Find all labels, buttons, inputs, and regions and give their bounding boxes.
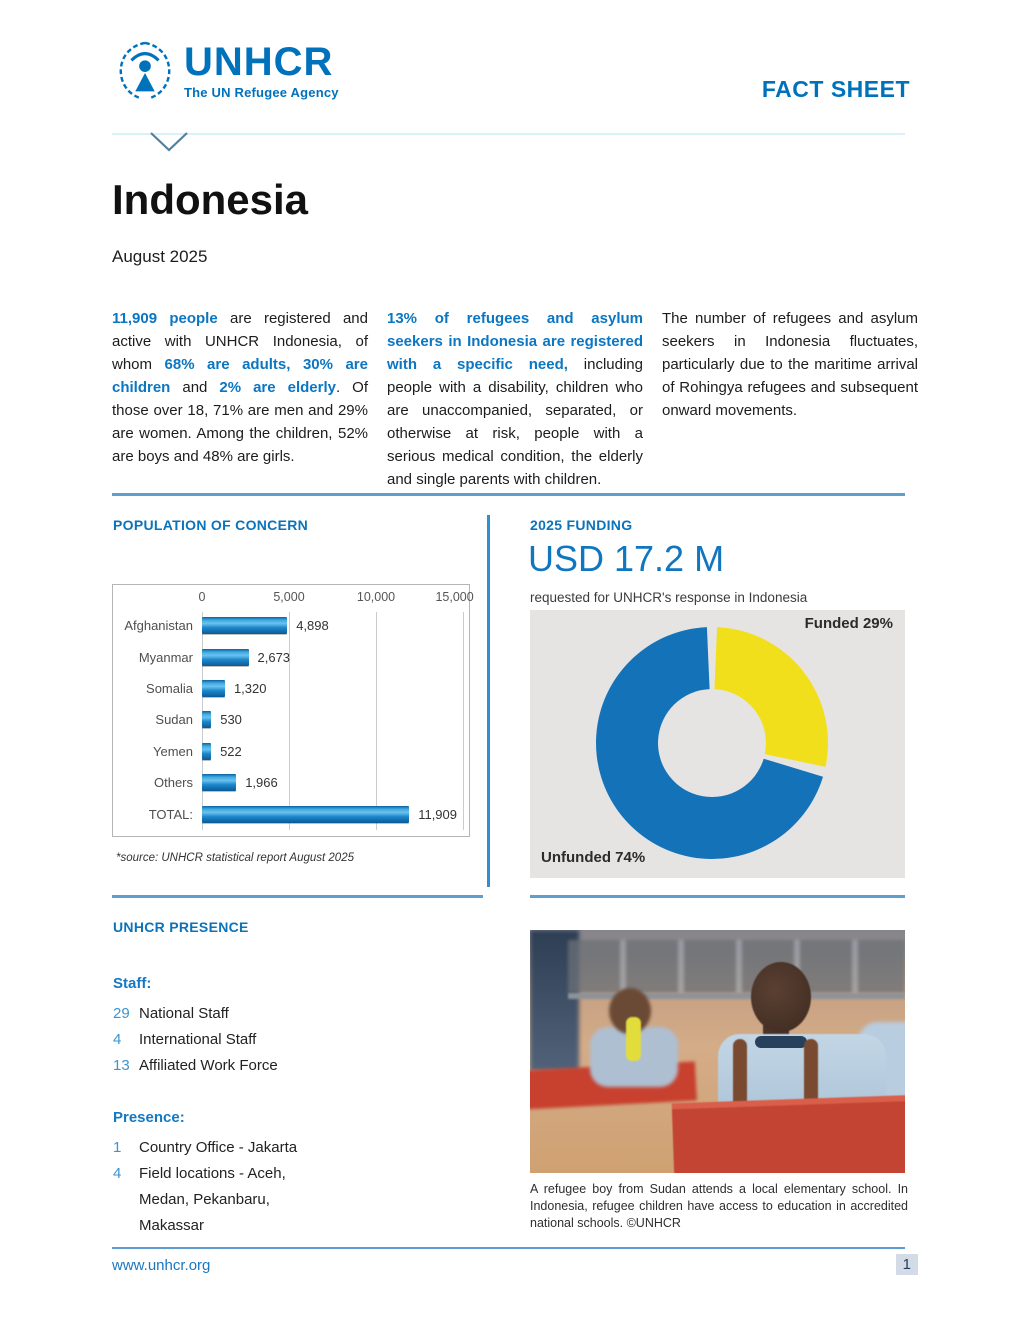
funding-donut-chart — [530, 610, 905, 878]
presence-heading: UNHCR PRESENCE — [113, 919, 249, 935]
footer-url-link[interactable]: www.unhcr.org — [112, 1257, 211, 1274]
intro-col-1 — [112, 307, 368, 491]
bar-category-label: Myanmar — [138, 649, 193, 665]
staff-subheading: Staff: — [113, 975, 152, 992]
emphasis-text: 2% are elderly — [219, 379, 336, 396]
funding-amount: USD 17.2 M — [528, 538, 725, 579]
logo-text — [184, 42, 339, 100]
bar — [202, 617, 287, 634]
bar — [202, 649, 249, 666]
unfunded-label: Unfunded 74% — [541, 849, 646, 866]
photo-divider — [530, 895, 905, 898]
item-label: International Staff — [139, 1031, 257, 1048]
funded-label: Funded 29% — [804, 615, 893, 632]
bar-category-label: Others — [153, 775, 193, 791]
funding-heading: 2025 FUNDING — [530, 517, 633, 533]
photo-boy-collar — [755, 1036, 807, 1048]
photo-boy-head — [751, 962, 811, 1032]
brand-tagline: The UN Refugee Agency — [184, 85, 339, 100]
item-count: 29 — [113, 1005, 130, 1022]
bar-value-label: 522 — [220, 743, 242, 759]
bar-category-label: Sudan — [155, 712, 193, 728]
bar-value-label: 530 — [220, 712, 242, 728]
item-count: 4 — [113, 1031, 122, 1048]
locations-list — [113, 1135, 503, 1239]
donut-slice-funded — [714, 627, 828, 767]
bar-chart-rows — [117, 610, 463, 830]
bar-row — [117, 736, 463, 767]
population-of-concern-heading: POPULATION OF CONCERN — [113, 517, 309, 533]
bar-row — [117, 767, 463, 798]
funding-subtext: requested for UNHCR's response in Indonesia — [530, 590, 808, 605]
bar-chart-plot — [117, 610, 463, 830]
x-tick-label: 15,000 — [435, 590, 474, 604]
bar-row — [117, 799, 463, 830]
bar-category-label: Afghanistan — [124, 618, 193, 634]
bar-category-label: Somalia — [146, 681, 193, 697]
list-item — [113, 1053, 503, 1079]
footer-divider — [112, 1247, 905, 1249]
photo-yellow-bottle — [626, 1017, 641, 1061]
unhcr-presence-section — [113, 919, 503, 1239]
bar — [202, 806, 409, 823]
item-count: 13 — [113, 1057, 130, 1074]
body-text: including people with a disability, children who are unaccompanied, separated, or otherwise at risk, people with a serious medical condition, the elderly and single parents with children. — [387, 356, 643, 488]
bar-row — [117, 704, 463, 735]
bar-value-label: 4,898 — [296, 618, 329, 634]
bar — [202, 743, 211, 760]
report-date: August 2025 — [112, 247, 208, 266]
item-label: Affiliated Work Force — [139, 1057, 278, 1074]
bar-row — [117, 673, 463, 704]
presence-divider — [112, 895, 483, 898]
list-item — [113, 1027, 503, 1053]
bar — [202, 774, 236, 791]
header-divider — [112, 133, 905, 135]
x-axis-ticks — [198, 590, 474, 610]
section-divider — [112, 493, 905, 496]
photo-windows — [568, 940, 906, 993]
unhcr-logo — [114, 40, 339, 102]
bar-category-label: TOTAL: — [148, 806, 193, 822]
item-label: Field locations - Aceh, Medan, Pekanbaru, Makassar — [139, 1165, 286, 1234]
x-tick-label: 0 — [198, 590, 206, 604]
emphasis-text: 68% are adults, 30% are children — [112, 356, 368, 396]
population-bar-chart — [112, 584, 474, 837]
locations-subheading: Presence: — [113, 1109, 185, 1126]
intro-col-2 — [387, 307, 643, 491]
bar-category-label: Yemen — [153, 743, 193, 759]
staff-list — [113, 1001, 503, 1079]
emphasis-text: 13% of refugees and asylum seekers in Indonesia are registered with a specific need, — [387, 310, 643, 373]
bar-value-label: 1,966 — [245, 775, 278, 791]
bar-value-label: 2,673 — [257, 649, 291, 665]
photo-backpack-strap-left — [733, 1039, 747, 1109]
intro-col-3 — [662, 307, 918, 491]
item-count: 4 — [113, 1165, 122, 1182]
list-item — [113, 1161, 503, 1239]
brand-name: UNHCR — [184, 40, 334, 84]
bar-row — [117, 610, 463, 641]
list-item — [113, 1135, 503, 1161]
bar-value-label: 11,909 — [418, 806, 457, 822]
intro-columns — [112, 292, 918, 506]
body-text: The number of refugees and asylum seekers in Indonesia fluctuates, particularly due to the maritime arrival of Rohingya refugees and subsequent onward movements. — [662, 310, 918, 419]
bar-row — [117, 641, 463, 672]
unhcr-emblem-icon — [114, 40, 176, 102]
page-number: 1 — [896, 1254, 918, 1275]
photo-front-desk — [671, 1095, 905, 1173]
photo-caption: A refugee boy from Sudan attends a local elementary school. In Indonesia, refugee children have access to education in accredited national schools. ©UNHCR — [530, 1182, 908, 1230]
bar — [202, 711, 211, 728]
doc-type-label: FACT SHEET — [761, 76, 910, 102]
item-label: National Staff — [139, 1005, 229, 1022]
classroom-photo — [530, 930, 905, 1173]
body-text: . Of those over 18, 71% are men and 29% are women. Among the children, 52% are boys and 48% are girls. — [112, 379, 368, 465]
body-text: are registered and active with UNHCR Indonesia, of whom — [112, 310, 368, 373]
chart-source-note: *source: UNHCR statistical report August 2025 — [116, 852, 354, 864]
x-tick-label: 5,000 — [273, 590, 305, 604]
emphasis-text: 11,909 people — [112, 310, 218, 327]
bar — [202, 680, 225, 697]
x-tick-label: 10,000 — [356, 590, 396, 604]
page-title: Indonesia — [112, 176, 309, 223]
body-text: and — [170, 379, 220, 396]
chevron-down-icon — [148, 131, 190, 158]
item-label: Country Office - Jakarta — [139, 1139, 298, 1156]
list-item — [113, 1001, 503, 1027]
bar-chart-x-axis — [117, 590, 474, 610]
funding-donut — [530, 610, 905, 878]
bar-value-label: 1,320 — [233, 681, 267, 697]
item-count: 1 — [113, 1139, 122, 1156]
vertical-divider — [487, 515, 490, 887]
